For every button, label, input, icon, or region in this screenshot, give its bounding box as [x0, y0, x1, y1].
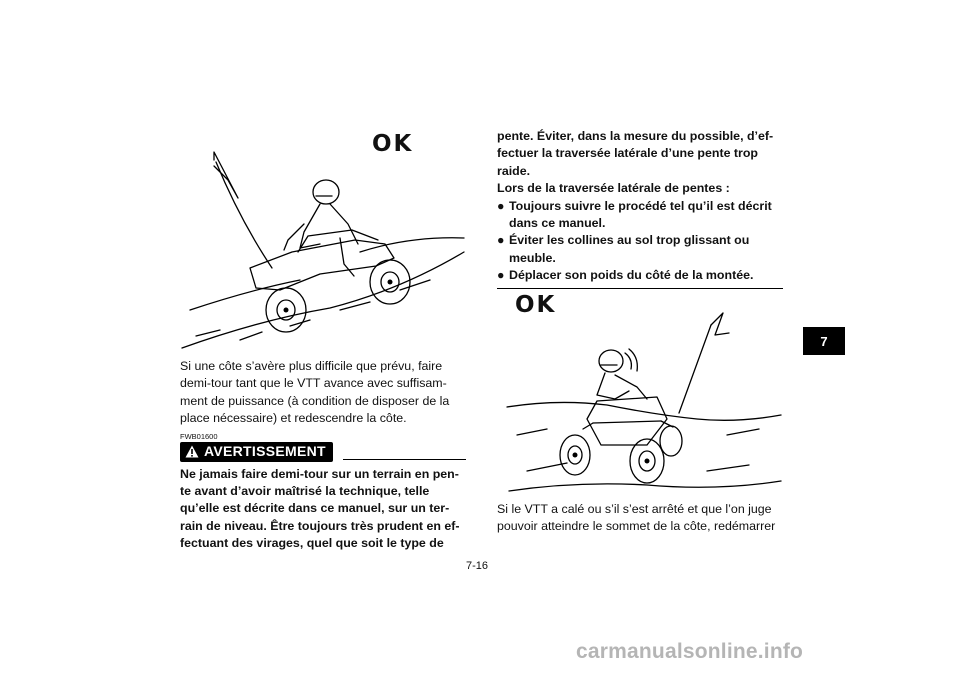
text-line: dans ce manuel. — [509, 216, 606, 231]
text-line: ment de puissance (à condition de disposer de la — [180, 393, 450, 408]
bullet-dot-icon: ● — [497, 268, 505, 283]
warning-header-rule — [343, 459, 466, 460]
side-slope-heading: Lors de la traversée latérale de pentes : — [497, 181, 730, 196]
text-line: fectuant des virages, quel que soit le type de — [180, 536, 444, 551]
bullet-dot-icon: ● — [497, 233, 505, 248]
warning-end-rule — [497, 288, 783, 289]
warning-continued-text — [497, 128, 783, 180]
watermark: carmanualsonline.info — [576, 640, 804, 663]
text-line: place nécessaire) et redescendre la côte. — [180, 411, 407, 426]
bullet-item — [497, 232, 783, 267]
text-line: raide. — [497, 163, 531, 178]
text-line: Toujours suivre le procédé tel qu’il est décrit — [509, 198, 772, 213]
text-line: meuble. — [509, 250, 556, 265]
atv-climb-drawing — [497, 291, 783, 501]
chapter-tab: 7 — [803, 327, 845, 355]
bullet-item — [497, 198, 783, 233]
atv-turn-around-illustration — [180, 131, 466, 358]
text-line: demi-tour tant que le VTT avance avec suffisam- — [180, 376, 447, 391]
text-line: fectuer la traversée latérale d’une pente trop — [497, 146, 758, 161]
ok-label: OK — [515, 291, 557, 318]
warning-text — [180, 466, 466, 553]
turn-around-paragraph — [180, 358, 466, 428]
bullet-dot-icon: ● — [497, 198, 505, 213]
text-line: Ne jamais faire demi-tour sur un terrain en pen- — [180, 466, 459, 481]
left-column — [180, 131, 466, 553]
warning-label: AVERTISSEMENT — [204, 442, 326, 459]
text-line: te avant d’avoir maîtrisé la technique, telle — [180, 484, 430, 499]
atv-hill-climb-illustration — [497, 291, 783, 501]
bullet-item — [497, 267, 783, 284]
right-column — [497, 128, 783, 535]
text-line: Si une côte s’avère plus difficile que prévu, faire — [180, 359, 443, 373]
text-line: Éviter les collines au sol trop glissant ou — [509, 233, 750, 248]
page-number: 7-16 — [466, 560, 489, 572]
atv-hill-drawing — [180, 140, 466, 358]
text-line: pouvoir atteindre le sommet de la côte, redémarrer — [497, 519, 776, 534]
warning-badge — [180, 442, 333, 462]
text-line: Si le VTT a calé ou s’il s’est arrêté et que l’on juge — [497, 501, 772, 516]
warning-header — [180, 442, 466, 462]
text-line: qu’elle est décrite dans ce manuel, sur un ter- — [180, 501, 450, 516]
warning-triangle-icon — [185, 445, 199, 458]
text-line: Déplacer son poids du côté de la montée. — [509, 268, 754, 283]
warning-code: FWB01600 — [180, 431, 218, 441]
text-line: pente. Éviter, dans la mesure du possible, d’ef- — [497, 129, 774, 143]
restart-paragraph — [497, 501, 783, 536]
text-line: rain de niveau. Être toujours très prudent en ef- — [180, 518, 460, 533]
ok-label: OK — [372, 131, 414, 157]
